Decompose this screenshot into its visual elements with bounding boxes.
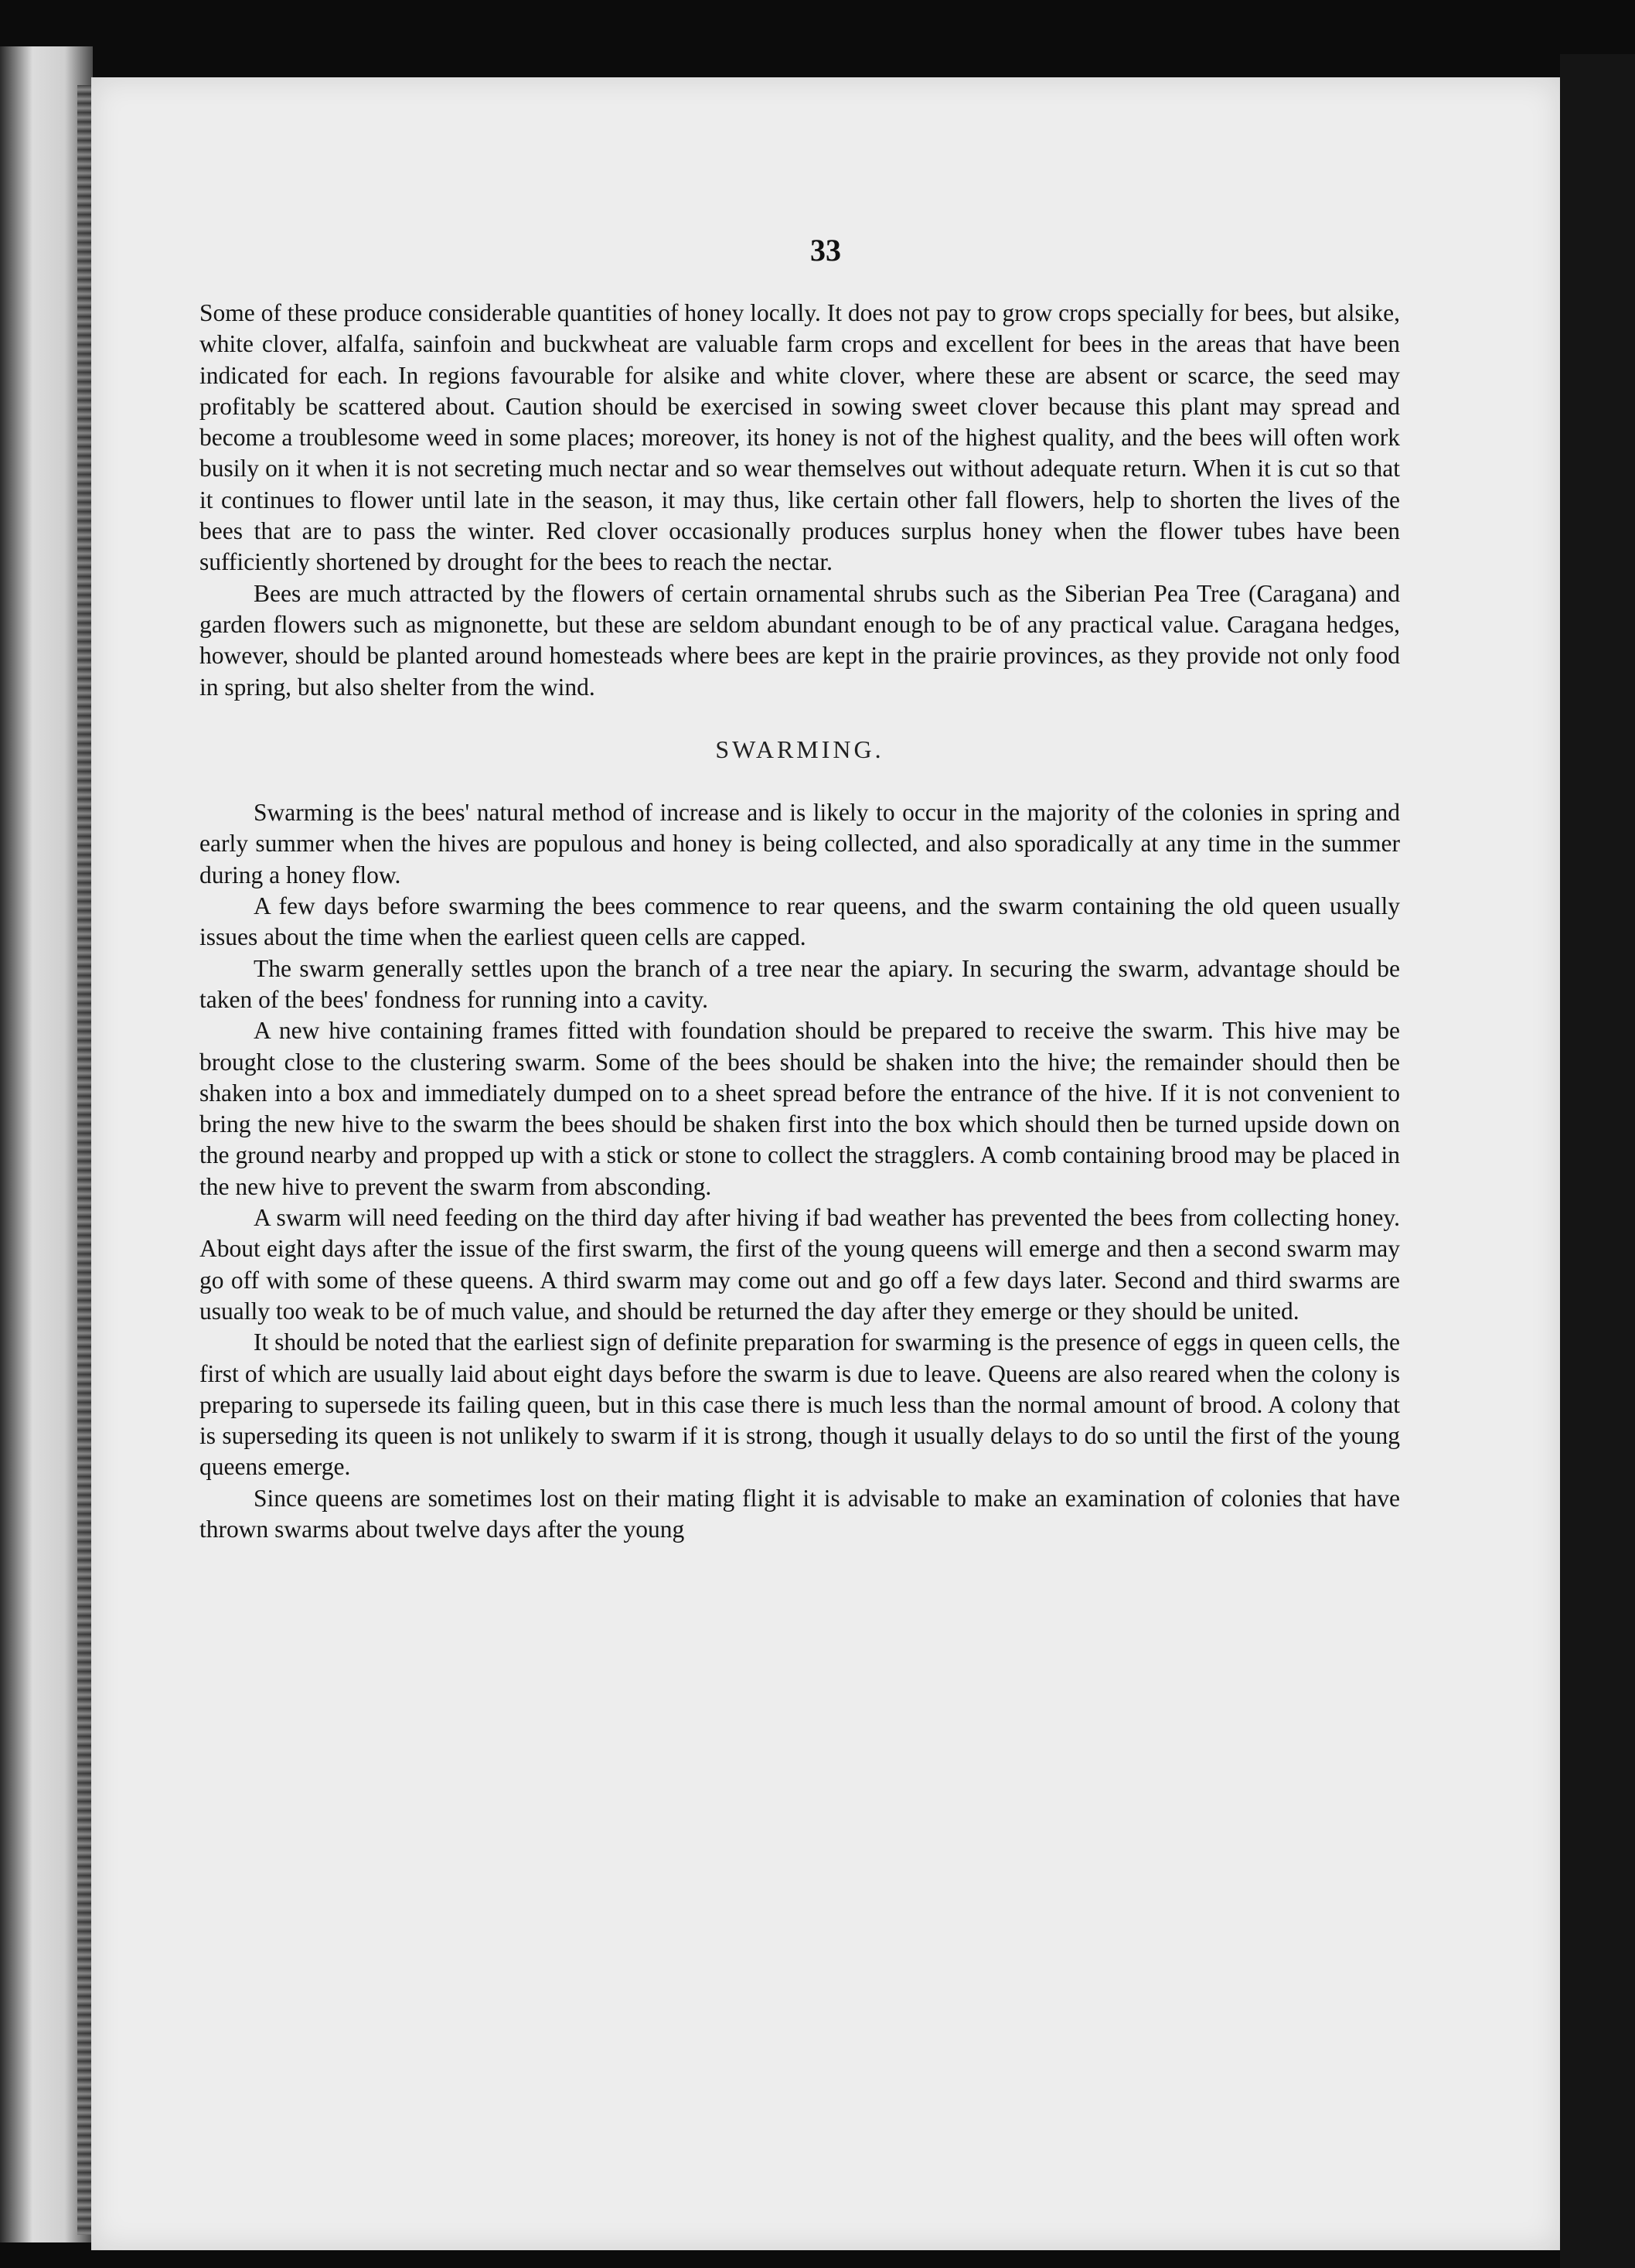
paragraph: Some of these produce considerable quantities of honey locally. It does not pay to grow crops specially for bees, but alsike, white clover, alfalfa, sainfoin and buckwheat are valuable farm crops and excellent for bees in the areas that have been indicated for each. In regions favourable for alsike and white clover, where these are absent or scarce, the seed may profitably be scattered about. Caution should be exercised in sowing sweet clover because this plant may spread and become a troublesome weed in some places; moreover, its honey is not of the highest quality, and the bees will often work busily on it when it is not secreting much nectar and so wear themselves out without adequate return. When it is cut so that it continues to flower until late in the season, it may thus, like certain other fall flowers, help to shorten the lives of the bees that are to pass the winter. Red clover occasionally produces surplus honey when the flower tubes have been sufficiently shortened by drought for the bees to reach the nectar. <box>199 299 1400 576</box>
scanner-background <box>1560 54 1635 2268</box>
paragraph: A few days before swarming the bees commence to rear queens, and the swarm containing the old queen usually issues about the time when the earliest queen cells are capped. <box>199 892 1400 951</box>
body-text <box>199 298 1400 1545</box>
paragraph: Since queens are sometimes lost on their mating flight it is advisable to make an examination of colonies that have thrown swarms about twelve days after the young <box>199 1484 1400 1543</box>
paragraph: Swarming is the bees' natural method of increase and is likely to occur in the majority of the colonies in spring and early summer when the hives are populous and honey is being collected, and also sporadically at any time in the summer during a honey flow. <box>199 799 1400 888</box>
document-page <box>91 77 1560 2250</box>
paragraph: The swarm generally settles upon the branch of a tree near the apiary. In securing the swarm, advantage should be taken of the bees' fondness for running into a cavity. <box>199 954 1400 1013</box>
paragraph: It should be noted that the earliest sign of definite preparation for swarming is the presence of eggs in queen cells, the first of which are usually laid about eight days before the swarm is due to leave. Queens are also reared when the colony is preparing to supersede its failing queen, but in this case there is much less than the normal amount of brood. A colony that is superseding its queen is not unlikely to swarm if it is strong, though it usually delays to do so until the first of the young queens emerge. <box>199 1328 1400 1481</box>
section-heading: SWARMING. <box>715 735 884 763</box>
paragraph: Bees are much attracted by the flowers of certain ornamental shrubs such as the Siberian Pea Tree (Caragana) and garden flowers such as mignonette, but these are seldom abundant enough to be of any practical value. Caragana hedges, however, should be planted around homesteads where bees are kept in the prairie provinces, as they provide not only food in spring, but also shelter from the wind. <box>199 579 1400 701</box>
paragraph: A new hive containing frames fitted with foundation should be prepared to receive the swarm. This hive may be brought close to the clustering swarm. Some of the bees should be shaken into the hive; the remainder should then be shaken into a box and immediately dumped on to a sheet spread before the entrance of the hive. If it is not convenient to bring the new hive to the swarm the bees should be shaken first into the box which should then be turned upside down on the ground nearby and propped up with a stick or stone to collect the stragglers. A comb containing brood may be placed in the new hive to prevent the swarm from absconding. <box>199 1017 1400 1200</box>
page-number: 33 <box>810 233 841 268</box>
paragraph: A swarm will need feeding on the third day after hiving if bad weather has prevented the bees from collecting honey. About eight days after the issue of the first swarm, the first of the young queens will emerge and then a second swarm may go off with some of these queens. A third swarm may come out and go off a few days later. Second and third swarms are usually too weak to be of much value, and should be returned the day after they emerge or they should be united. <box>199 1204 1400 1325</box>
